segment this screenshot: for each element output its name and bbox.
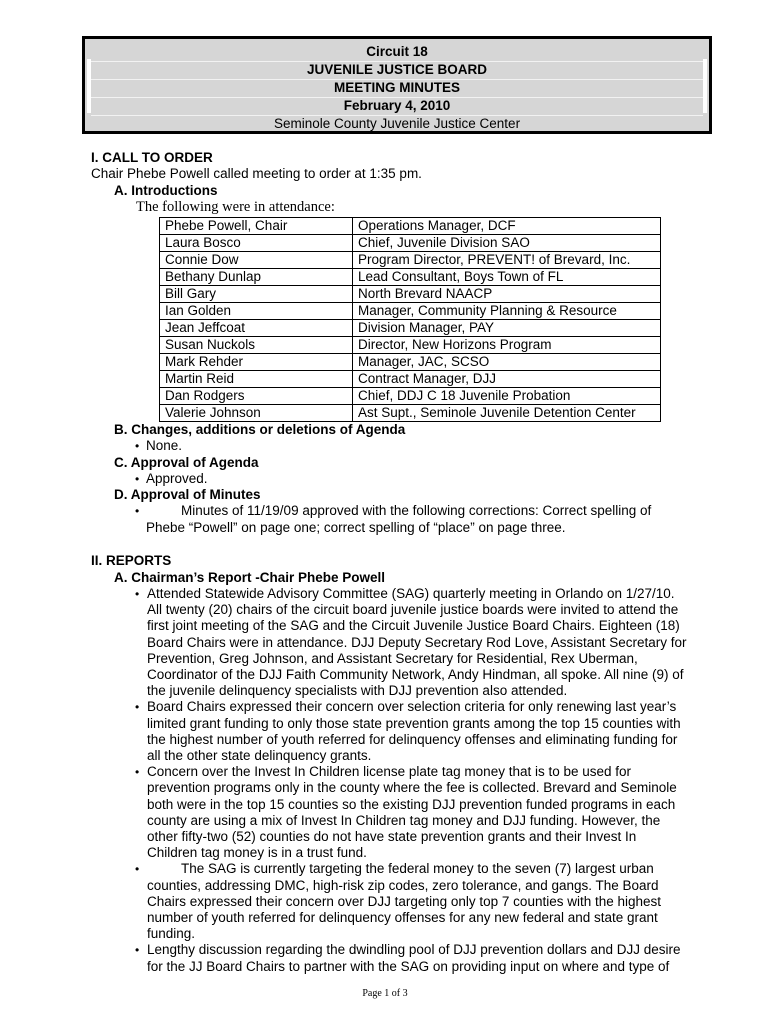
attendee-row bbox=[160, 405, 661, 422]
attendee-title: Manager, Community Planning & Resource bbox=[353, 303, 661, 320]
report-bullet-line: number of youth referred for delinquency offenses for any new federal and state grant bbox=[147, 910, 658, 925]
header-box bbox=[82, 36, 712, 134]
agenda-approval-item: Approved. bbox=[146, 471, 208, 486]
section-heading-call-to-order: I. CALL TO ORDER bbox=[91, 150, 213, 165]
bullet-icon: • bbox=[135, 943, 140, 958]
report-bullet-line: Children tag money is in a trust fund. bbox=[147, 845, 367, 861]
minutes-approval-line-2: Phebe “Powell” on page one; correct spelling of “place” on page three. bbox=[146, 520, 566, 535]
report-bullet-line: funding. bbox=[147, 926, 196, 942]
attendee-name: Jean Jeffcoat bbox=[160, 320, 353, 337]
attendee-row bbox=[160, 354, 661, 371]
bullet-icon: • bbox=[135, 587, 140, 601]
attendee-title: Chief, Juvenile Division SAO bbox=[353, 235, 661, 252]
header-board: JUVENILE JUSTICE BOARD bbox=[306, 62, 488, 77]
attendee-name: Bill Gary bbox=[160, 286, 353, 303]
attendee-title: Chief, DDJ C 18 Juvenile Probation bbox=[353, 388, 661, 405]
header-date: February 4, 2010 bbox=[343, 98, 451, 113]
header-location: Seminole County Juvenile Justice Center bbox=[273, 116, 521, 131]
header-doc-type: MEETING MINUTES bbox=[333, 80, 460, 95]
report-bullet-line: for the JJ Board Chairs to partner with the SAG on providing input on where and type of bbox=[147, 958, 670, 974]
attendee-name: Susan Nuckols bbox=[160, 337, 353, 354]
header-circuit: Circuit 18 bbox=[366, 44, 428, 59]
report-bullet-line: county are using a mix of Invest In Children tag money and DJJ funding. However, the bbox=[147, 812, 661, 828]
subheading-chairmans-report: A. Chairman’s Report -Chair Phebe Powell bbox=[114, 570, 386, 585]
attendee-title: North Brevard NAACP bbox=[353, 286, 661, 303]
report-bullet-line: prevention programs only in the county where the fee is collected. Brevard and Seminole bbox=[147, 780, 677, 796]
report-bullet-line: the juvenile delinquency specialists with DJJ prevention also attended. bbox=[147, 683, 568, 699]
page-number: Page 1 of 3 bbox=[362, 988, 408, 999]
attendee-row bbox=[160, 388, 661, 405]
report-bullet-line: limited grant funding to only those state prevention grants among the top 15 counties with bbox=[147, 715, 681, 731]
attendee-name: Laura Bosco bbox=[160, 235, 353, 252]
report-bullet-line: all the other state delinquency grants. bbox=[147, 748, 372, 763]
attendance-table bbox=[159, 217, 661, 422]
bullet-icon: • bbox=[135, 439, 140, 453]
bullet-icon: • bbox=[135, 862, 140, 877]
report-bullet-line: the highest number of youth referred for delinquency offenses and eliminating funding for bbox=[147, 731, 678, 747]
report-bullet-line: Coordinator of the DJJ Faith Community Network, Andy Hindman, all spoke. All nine (9) of bbox=[147, 667, 684, 682]
report-bullet-line: Prevention, Greg Johnson, and Assistant Secretary for Residential, Rex Uberman, bbox=[147, 650, 638, 666]
attendee-row bbox=[160, 269, 661, 286]
report-bullet-line: Chairs expressed their concern over DJJ targeting only top 7 counties with the highest bbox=[147, 893, 662, 909]
report-bullet-line: All twenty (20) chairs of the circuit board juvenile justice boards were invited to attend the bbox=[147, 602, 679, 618]
minutes-approval-line-1: Minutes of 11/19/09 approved with the following corrections: Correct spelling of bbox=[181, 503, 652, 518]
attendee-row bbox=[160, 286, 661, 303]
agenda-changes-item: None. bbox=[146, 438, 183, 453]
attendee-row bbox=[160, 252, 661, 269]
report-bullet-line: Lengthy discussion regarding the dwindling pool of DJJ prevention dollars and DJJ desire bbox=[147, 942, 681, 958]
report-bullet-line: The SAG is currently targeting the federal money to the seven (7) largest urban bbox=[181, 861, 654, 877]
attendee-row bbox=[160, 235, 661, 252]
attendee-name: Martin Reid bbox=[160, 371, 353, 388]
attendee-title: Lead Consultant, Boys Town of FL bbox=[353, 269, 661, 286]
report-bullet-line: Board Chairs expressed their concern over selection criteria for only renewing last year’s bbox=[147, 699, 677, 715]
attendee-title: Director, New Horizons Program bbox=[353, 337, 661, 354]
attendee-name: Valerie Johnson bbox=[160, 405, 353, 422]
attendee-title: Division Manager, PAY bbox=[353, 320, 661, 337]
attendee-title: Contract Manager, DJJ bbox=[353, 371, 661, 388]
subheading-minutes-approval: D. Approval of Minutes bbox=[114, 487, 261, 502]
report-bullet-line: counties, addressing DMC, high-risk zip codes, zero tolerance, and gangs. The Board bbox=[147, 877, 659, 893]
attendee-row bbox=[160, 303, 661, 320]
report-bullet-line: Attended Statewide Advisory Committee (SAG) quarterly meeting in Orlando on 1/27/10. bbox=[147, 586, 675, 601]
section-heading-reports: II. REPORTS bbox=[91, 553, 172, 568]
attendee-name: Ian Golden bbox=[160, 303, 353, 320]
bullet-icon: • bbox=[135, 504, 140, 518]
attendee-title: Ast Supt., Seminole Juvenile Detention Center bbox=[353, 405, 661, 422]
attendance-intro: The following were in attendance: bbox=[136, 199, 335, 215]
attendee-name: Bethany Dunlap bbox=[160, 269, 353, 286]
opening-statement: Chair Phebe Powell called meeting to order at 1:35 pm. bbox=[91, 166, 422, 181]
attendee-title: Manager, JAC, SCSO bbox=[353, 354, 661, 371]
bullet-icon: • bbox=[135, 700, 140, 715]
attendee-row bbox=[160, 320, 661, 337]
attendee-title: Operations Manager, DCF bbox=[353, 218, 661, 235]
report-bullet-line: both were in the top 15 counties so the existing DJJ prevention funded programs in each bbox=[147, 796, 676, 812]
attendee-row bbox=[160, 337, 661, 354]
report-bullet-line: other fifty-two (52) counties do not have state prevention grants and their Invest In bbox=[147, 829, 637, 844]
bullet-icon: • bbox=[135, 472, 140, 486]
report-bullet-line: Board Chairs were in attendance. DJJ Deputy Secretary Rod Love, Assistant Secretary for bbox=[147, 634, 687, 650]
attendee-row bbox=[160, 218, 661, 235]
subheading-agenda-changes: B. Changes, additions or deletions of Agenda bbox=[114, 422, 406, 437]
attendee-name: Connie Dow bbox=[160, 252, 353, 269]
attendee-name: Mark Rehder bbox=[160, 354, 353, 371]
subheading-introductions: A. Introductions bbox=[114, 183, 218, 198]
attendee-row bbox=[160, 371, 661, 388]
subheading-agenda-approval: C. Approval of Agenda bbox=[114, 455, 259, 470]
attendee-name: Dan Rodgers bbox=[160, 388, 353, 405]
attendee-name: Phebe Powell, Chair bbox=[160, 218, 353, 235]
bullet-icon: • bbox=[135, 765, 140, 780]
attendee-title: Program Director, PREVENT! of Brevard, Inc. bbox=[353, 252, 661, 269]
report-bullet-line: first joint meeting of the SAG and the Circuit Juvenile Justice Board Chairs. Eighteen (18) bbox=[147, 618, 680, 634]
report-bullet-line: Concern over the Invest In Children license plate tag money that is to be used for bbox=[147, 764, 632, 780]
